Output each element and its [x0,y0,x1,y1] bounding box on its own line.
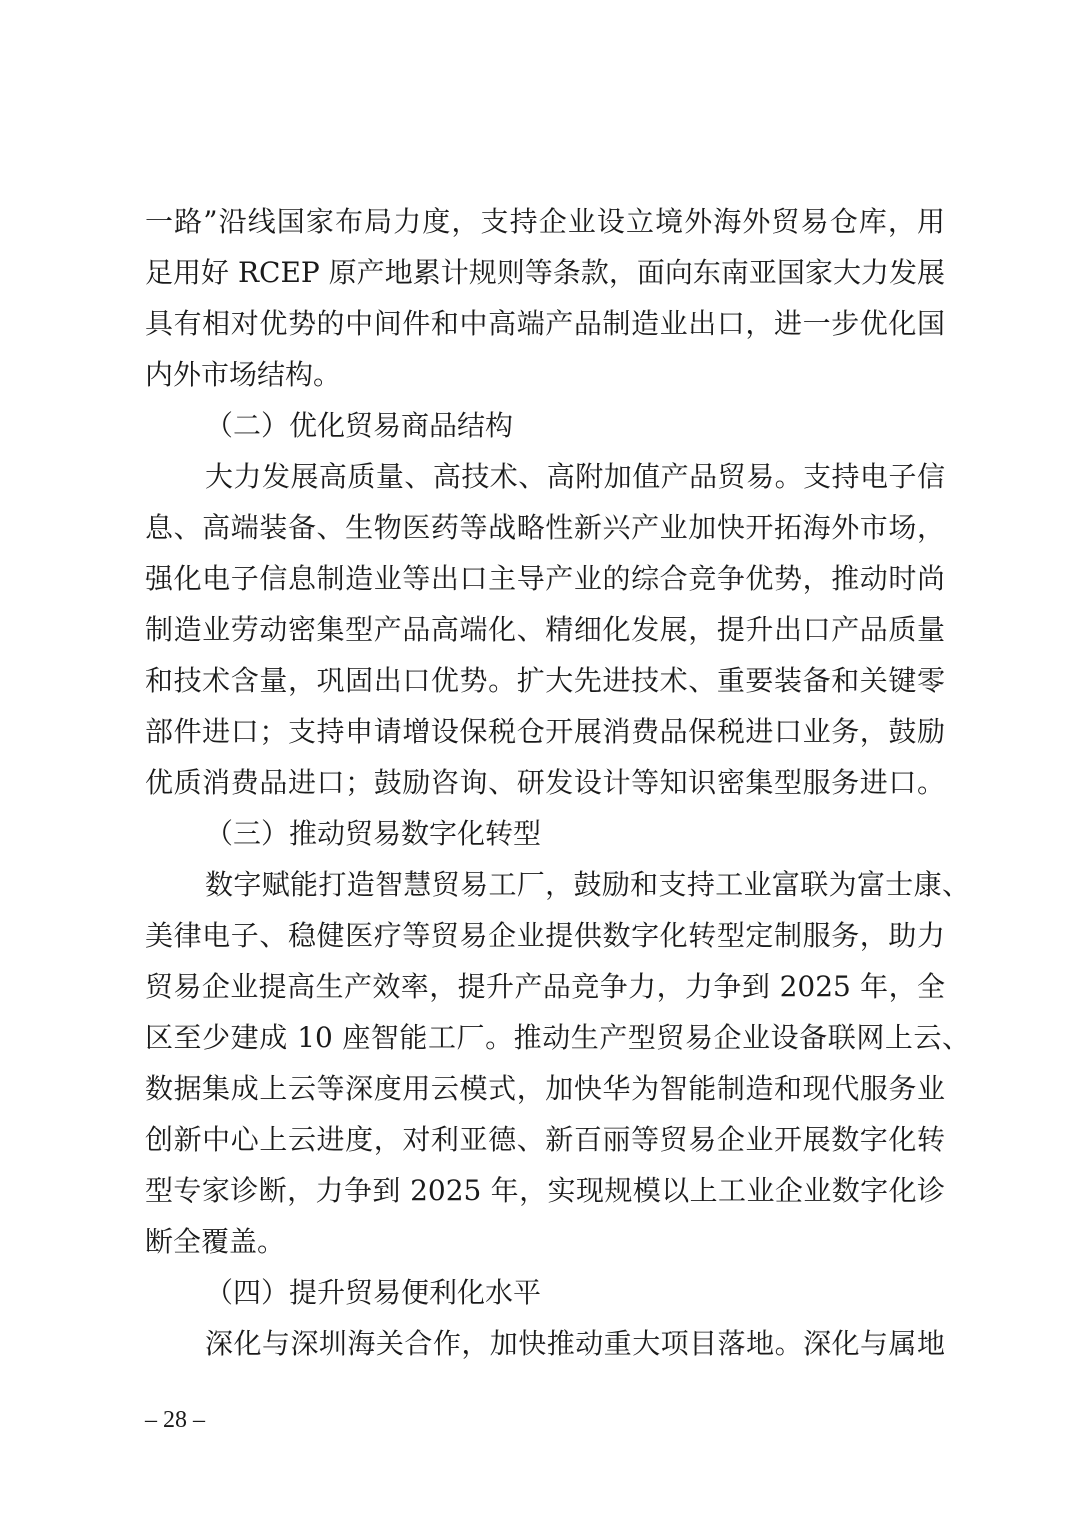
text-line: 大力发展高质量、高技术、高附加值产品贸易。支持电子信 [205,460,945,493]
text-line: 部件进口；支持申请增设保税仓开展消费品保税进口业务，鼓励 [145,715,945,748]
text-line: 数据集成上云等深度用云模式，加快华为智能制造和现代服务业 [145,1072,945,1105]
text-line: 创新中心上云进度，对利亚德、新百丽等贸易企业开展数字化转 [145,1123,945,1156]
text-line: 具有相对优势的中间件和中高端产品制造业出口，进一步优化国 [145,307,945,340]
section-heading: （二）优化贸易商品结构 [205,409,514,442]
text-line: 数字赋能打造智慧贸易工厂，鼓励和支持工业富联为富士康、 [205,868,970,901]
section-heading: （四）提升贸易便利化水平 [205,1276,542,1309]
section-heading: （三）推动贸易数字化转型 [205,817,542,850]
text-line: 深化与深圳海关合作，加快推动重大项目落地。深化与属地 [205,1327,945,1360]
text-line: 断全覆盖。 [145,1225,286,1258]
text-line: 美律电子、稳健医疗等贸易企业提供数字化转型定制服务，助力 [145,919,945,952]
text-line: 强化电子信息制造业等出口主导产业的综合竞争优势，推动时尚 [145,562,945,595]
text-line: 和技术含量，巩固出口优势。扩大先进技术、重要装备和关键零 [145,664,945,697]
text-line: 内外市场结构。 [145,358,342,391]
text-line: 优质消费品进口；鼓励咨询、研发设计等知识密集型服务进口。 [145,766,945,799]
text-line: 制造业劳动密集型产品高端化、精细化发展，提升出口产品质量 [145,613,945,646]
text-line: 区至少建成 10 座智能工厂。推动生产型贸易企业设备联网上云、 [145,1021,970,1054]
page-number: – 28 – [145,1407,205,1433]
text-line: 足用好 RCEP 原产地累计规则等条款，面向东南亚国家大力发展 [145,256,945,289]
text-line: 贸易企业提高生产效率，提升产品竞争力，力争到 2025 年，全 [145,970,945,1003]
text-line: 型专家诊断，力争到 2025 年，实现规模以上工业企业数字化诊 [145,1174,945,1207]
text-line: 息、高端装备、生物医药等战略性新兴产业加快开拓海外市场， [145,511,945,544]
text-line: 一路”沿线国家布局力度，支持企业设立境外海外贸易仓库，用 [145,205,945,238]
